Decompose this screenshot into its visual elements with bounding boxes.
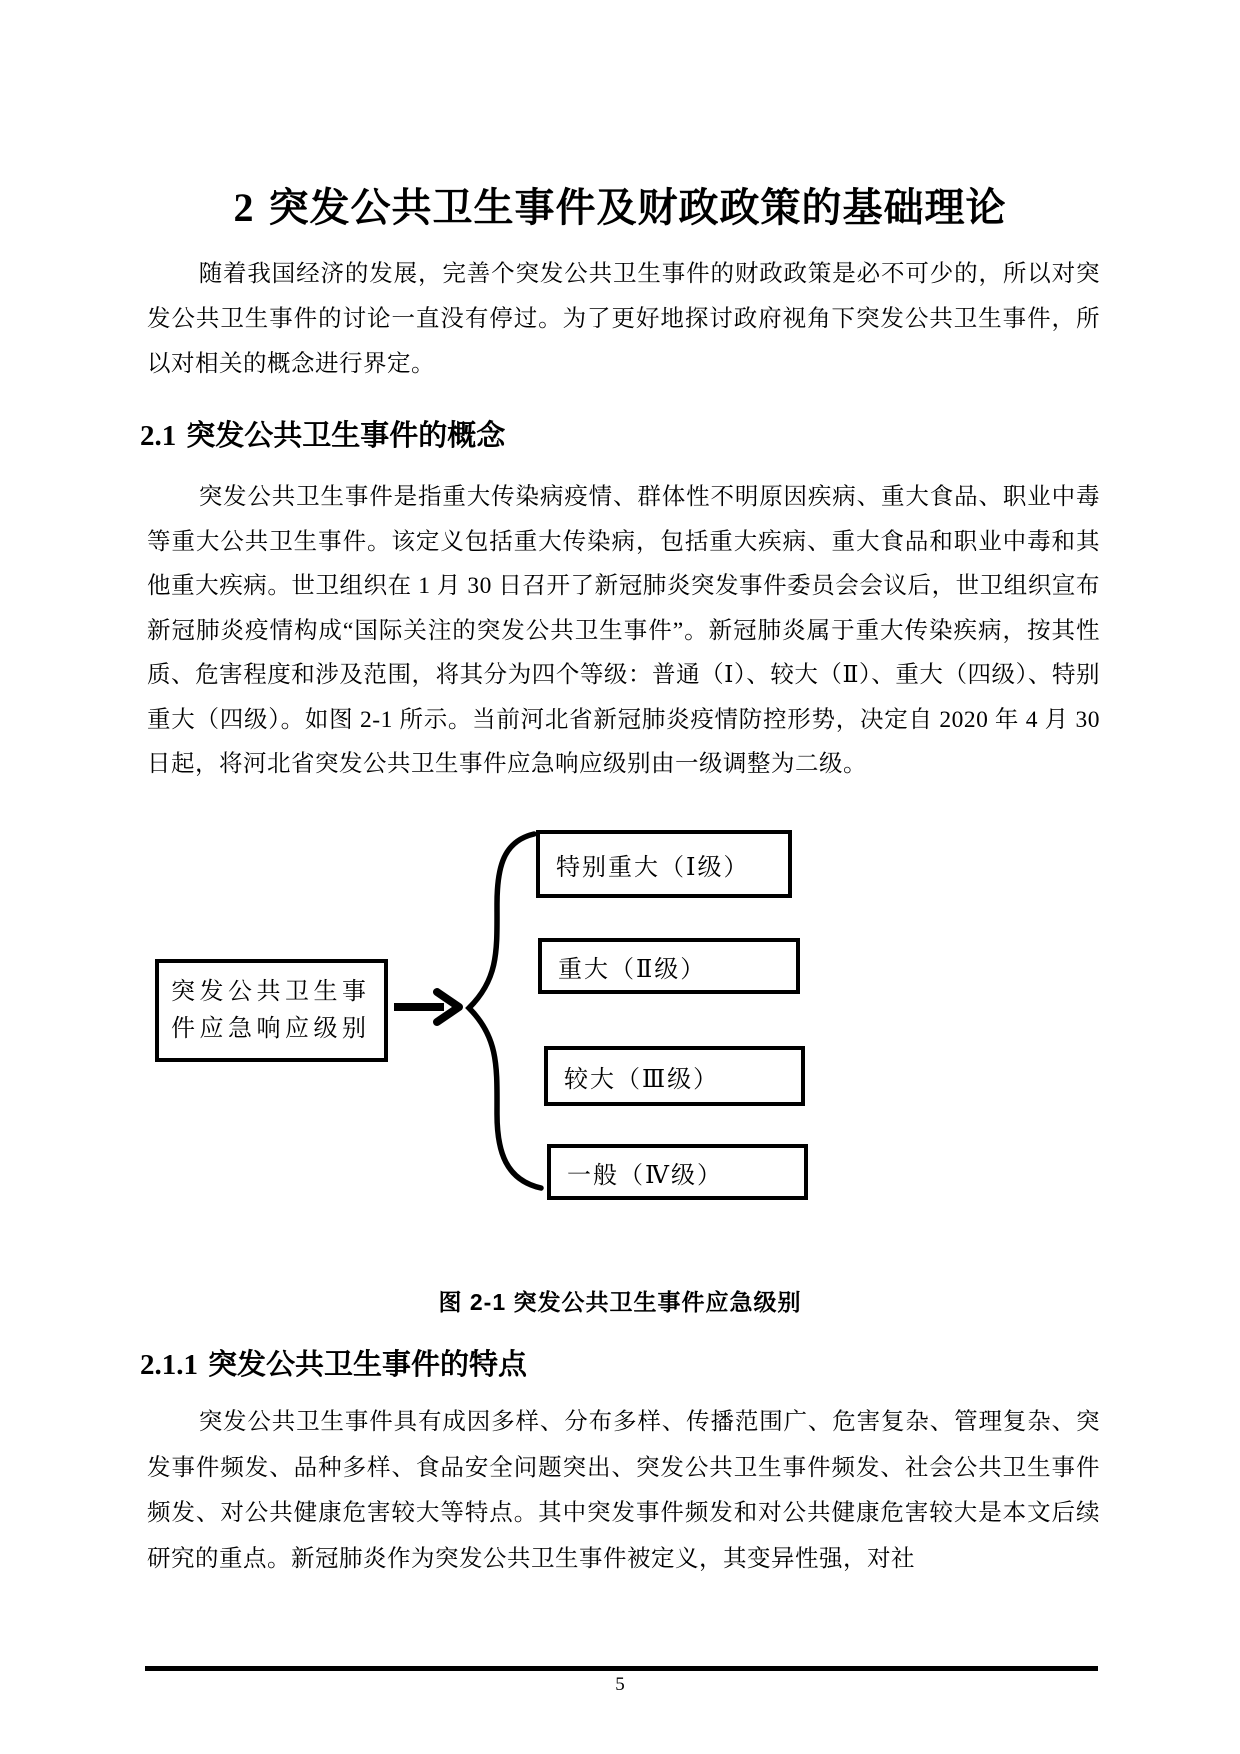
- chapter-title: [0, 176, 1240, 233]
- section-2-1-1-paragraph: 突发公共卫生事件具有成因多样、分布多样、传播范围广、危害复杂、管理复杂、突发事件频发、品种多样、食品安全问题突出、突发公共卫生事件频发、社会公共卫生事件频发、对公共健康危害较大等特点。其中突发事件频发和对公共健康危害较大是本文后续研究的重点。新冠肺炎作为突发公共卫生事件被定义，其变异性强，对社: [147, 1409, 1100, 1572]
- diagram-level-box-2: 重大（Ⅱ级）: [538, 938, 800, 994]
- figure-2-1-diagram: [0, 828, 1240, 1212]
- figure-2-1-caption: 图 2-1 突发公共卫生事件应急级别: [438, 1289, 802, 1315]
- chapter-number: 2: [233, 185, 255, 230]
- section-number-2-1: 2.1: [140, 420, 177, 452]
- diagram-source-line-2: 件应急响应级别: [171, 1015, 371, 1042]
- section-heading-2-1-1-text: 突发公共卫生事件的特点: [208, 1349, 528, 1381]
- section-heading-2-1-1: [140, 1342, 527, 1383]
- diagram-level-box-3: 较大（Ⅲ级）: [544, 1046, 805, 1106]
- diagram-level-box-4: 一般（Ⅳ级）: [547, 1144, 808, 1200]
- footer-divider: [145, 1666, 1098, 1671]
- section-heading-2-1-text: 突发公共卫生事件的概念: [186, 420, 506, 452]
- section-heading-2-1: [140, 413, 505, 454]
- page-number: 5: [615, 1674, 625, 1695]
- intro-paragraph: 随着我国经济的发展，完善个突发公共卫生事件的财政政策是必不可少的，所以对突发公共卫生事件的讨论一直没有停过。为了更好地探讨政府视角下突发公共卫生事件，所以对相关的概念进行界定。: [147, 261, 1100, 377]
- section-2-1-paragraph: 突发公共卫生事件是指重大传染病疫情、群体性不明原因疾病、重大食品、职业中毒等重大公共卫生事件。该定义包括重大传染病，包括重大疾病、重大食品和职业中毒和其他重大疾病。世卫组织在 1 月 30 日召开了新冠肺炎突发事件委员会会议后，世卫组织宣布新冠肺炎疫情构成“国际关注的突发公共卫生事件”。新冠肺炎属于重大传染疾病，按其性质、危害程度和涉及范围，将其分为四个等级：普通（Ⅰ）、较大（Ⅱ）、重大（四级）、特别重大（四级）。如图 2-1 所示。当前河北省新冠肺炎疫情防控形势，决定自 2020 年 4 月 30 日起，将河北省突发公共卫生事件应急响应级别由一级调整为二级。: [147, 484, 1100, 777]
- diagram-level-box-1: 特别重大（Ⅰ级）: [536, 830, 792, 898]
- diagram-source-box: [155, 959, 388, 1062]
- section-number-2-1-1: 2.1.1: [140, 1349, 198, 1381]
- chapter-title-text: 突发公共卫生事件及财政政策的基础理论: [268, 186, 1007, 230]
- arrow-right-icon: [394, 992, 459, 1022]
- curly-brace-icon: [469, 834, 541, 1188]
- diagram-source-line-1: 突发公共卫生事: [171, 978, 371, 1005]
